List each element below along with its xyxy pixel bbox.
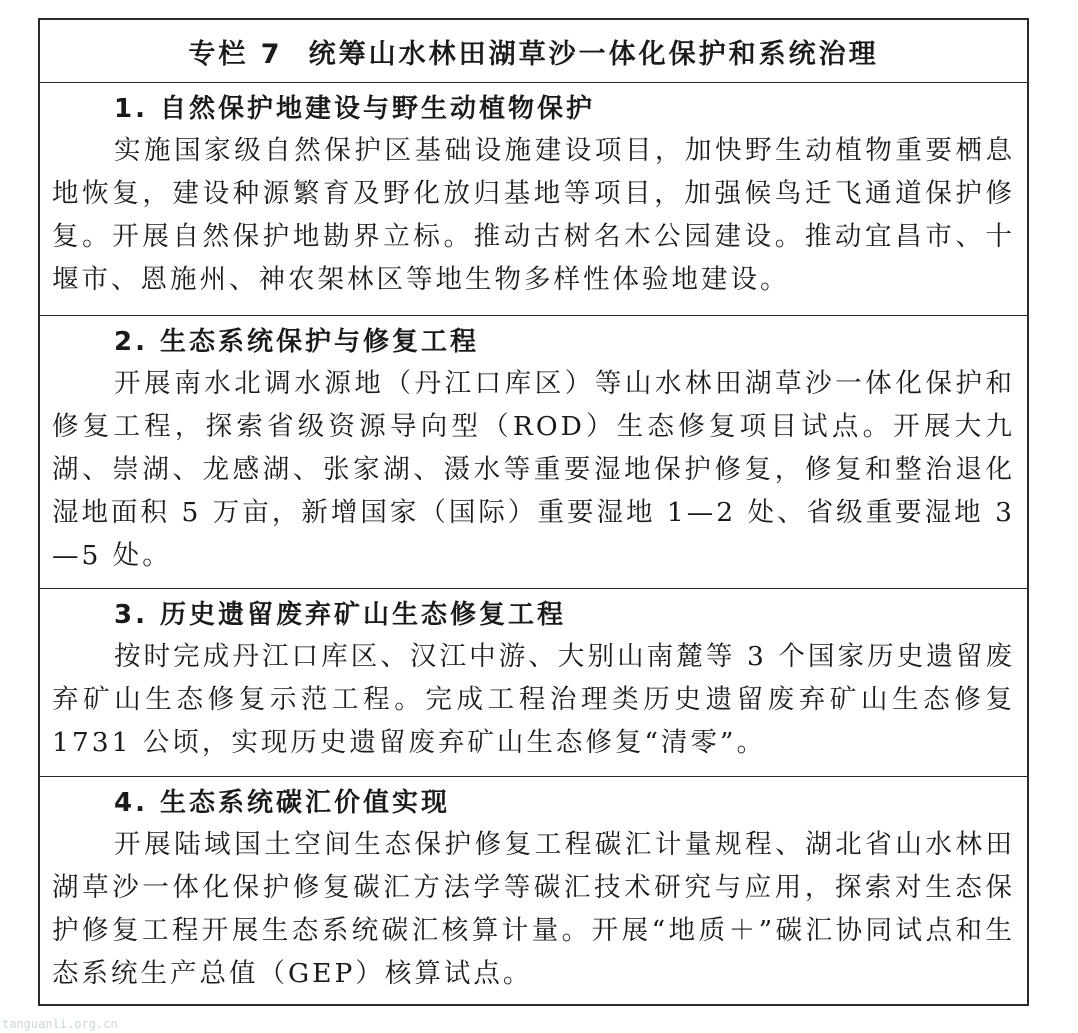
panel-title-row [40, 20, 1027, 83]
section-2 [40, 316, 1027, 589]
section-heading: 1. 自然保护地建设与野生动植物保护 [114, 94, 596, 124]
watermark: tanguanli.org.cn [2, 1017, 118, 1031]
section-body: 开展陆域国土空间生态保护修复工程碳汇计量规程、湖北省山水林田湖草沙一体化保护修复碳汇方法学等碳汇技术研究与应用，探索对生态保护修复工程开展生态系统碳汇核算计量。开展“地质＋”碳汇协同试点和生态系统生产总值（GEP）核算试点。 [52, 829, 1015, 989]
section-4 [40, 777, 1027, 1005]
special-column-panel [38, 18, 1029, 1006]
panel-label: 专栏 7 [188, 38, 283, 70]
section-1 [40, 83, 1027, 316]
section-3 [40, 589, 1027, 777]
section-body: 开展南水北调水源地（丹江口库区）等山水林田湖草沙一体化保护和修复工程，探索省级资源导向型（ROD）生态修复项目试点。开展大九湖、崇湖、龙感湖、张家湖、滠水等重要湿地保护修复，修复和整治退化湿地面积 5 万亩，新增国家（国际）重要湿地 1—2 处、省级重要湿地 3—5 处。 [52, 368, 1015, 571]
panel-title [188, 32, 878, 71]
section-body: 按时完成丹江口库区、汉江中游、大别山南麓等 3 个国家历史遗留废弃矿山生态修复示范工程。完成工程治理类历史遗留废弃矿山生态修复 1731 公顷，实现历史遗留废弃矿山生态修复“清零”。 [52, 641, 1015, 758]
panel-title-text: 统筹山水林田湖草沙一体化保护和系统治理 [308, 38, 879, 70]
section-heading: 2. 生态系统保护与修复工程 [114, 327, 480, 357]
section-body: 实施国家级自然保护区基础设施建设项目，加快野生动植物重要栖息地恢复，建设种源繁育及野化放归基地等项目，加强候鸟迁飞通道保护修复。开展自然保护地勘界立标。推动古树名木公园建设。推动宜昌市、十堰市、恩施州、神农架林区等地生物多样性体验地建设。 [52, 135, 1015, 295]
section-heading: 3. 历史遗留废弃矿山生态修复工程 [114, 600, 567, 630]
section-heading: 4. 生态系统碳汇价值实现 [114, 788, 451, 818]
